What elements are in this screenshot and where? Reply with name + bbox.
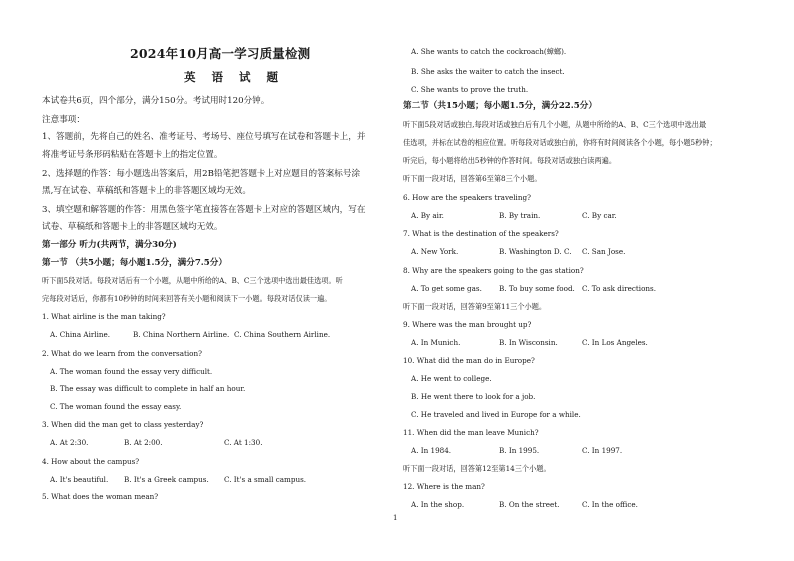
option-a: A. In 1984. (411, 446, 452, 455)
option-b: B. By train. (499, 211, 541, 220)
page-number: 1 (393, 514, 398, 522)
option-a: A. She wants to catch the cockroach(蟑螂). (411, 47, 567, 56)
option-c: C. She wants to prove the truth. (411, 85, 529, 94)
option-a: A. By air. (411, 211, 444, 220)
note-line: 将准考证号条形码粘贴在答题卡上的指定位置。 (42, 150, 223, 160)
question-stem: 6. How are the speakers traveling? (403, 193, 531, 202)
exam-title: 2024年10月高一学习质量检测 (130, 46, 311, 61)
option-c: C. It's a small campus. (224, 475, 307, 484)
option-a: A. New York. (411, 247, 459, 256)
listen-note: 听下面一段对话，回答第6至第8三个小题。 (403, 174, 542, 183)
option-a: A. In Munich. (411, 338, 461, 347)
note-line: 试卷、草稿纸和答题卡上的非答题区域均无效。 (42, 222, 223, 232)
option-a: A. China Airline. (50, 330, 111, 339)
option-a: A. At 2:30. (50, 438, 89, 447)
question-stem: 2. What do we learn from the conversation? (42, 349, 202, 358)
option-b: B. She asks the waiter to catch the insect. (411, 67, 565, 76)
option-b: B. To buy some food. (499, 284, 575, 293)
note-line: 1、答题前，先将自己的姓名、准考证号、考场号、座位号填写在试卷和答题卡上，并 (42, 132, 366, 142)
question-stem: 3. When did the man get to class yesterday? (42, 420, 204, 429)
question-stem: 5. What does the woman mean? (42, 492, 159, 501)
option-c: C. The woman found the essay easy. (50, 402, 182, 411)
option-c: C. By car. (582, 211, 617, 220)
option-b: B. It's a Greek campus. (124, 475, 209, 484)
option-b: B. Washington D. C. (499, 247, 572, 256)
note-line: 2、选择题的作答：每小题选出答案后，用2B铅笔把答题卡上对应题目的答案标号涂 (42, 169, 361, 179)
option-a: A. The woman found the essay very difficult. (50, 367, 213, 376)
option-b: B. He went there to look for a job. (411, 392, 536, 401)
section1-instruction: 听下面5段对话。每段对话后有一个小题，从题中所给的A、B、C三个选项中选出最佳选项。听 (42, 276, 343, 285)
exam-subtitle: 英 语 试 题 (184, 70, 285, 84)
question-stem: 9. Where was the man brought up? (403, 320, 532, 329)
part1-heading: 第一部分 听力(共两节，满分30分) (42, 240, 177, 250)
note-line: 黑,写在试卷、草稿纸和答题卡上的非答题区域均无效。 (42, 186, 251, 196)
exam-intro: 本试卷共6页，四个部分，满分150分。考试用时120分钟。 (42, 96, 270, 106)
note-line: 3、填空题和解答题的作答：用黑色签字笔直接答在答题卡上对应的答题区域内，写在 (42, 205, 366, 215)
option-c: C. In Los Angeles. (582, 338, 648, 347)
option-b: B. In Wisconsin. (499, 338, 558, 347)
option-b: B. China Northern Airline. (133, 330, 230, 339)
question-stem: 1. What airline is the man taking? (42, 312, 166, 321)
option-a: A. He went to college. (411, 374, 492, 383)
section2-instruction: 听完后，每小题将给出5秒钟的作答时间。每段对话或独白读两遍。 (403, 156, 617, 165)
option-a: A. To get some gas. (411, 284, 482, 293)
option-c: C. San Jose. (582, 247, 626, 256)
section1-instruction: 完每段对话后，你都有10秒钟的时间来回答有关小题和阅读下一小题。每段对话仅读一遍。 (42, 294, 332, 303)
section2-instruction: 佳选项，并标在试卷的相应位置。听每段对话或独白前，你将有时间阅读各个小题，每小题5秒钟； (403, 138, 717, 147)
option-c: C. He traveled and lived in Europe for a while. (411, 410, 581, 419)
option-c: C. In the office. (582, 500, 638, 509)
question-stem: 7. What is the destination of the speakers? (403, 229, 559, 238)
section2-heading: 第二节（共15小题；每小题1.5分，满分22.5分） (403, 101, 597, 111)
question-stem: 12. Where is the man? (403, 482, 485, 491)
section1-heading: 第一节 （共5小题；每小题1.5分，满分7.5分） (42, 258, 227, 268)
listen-note: 听下面一段对话，回答第12至第14三个小题。 (403, 464, 551, 473)
option-c: C. At 1:30. (224, 438, 263, 447)
question-stem: 10. What did the man do in Europe? (403, 356, 535, 365)
option-c: C. To ask directions. (582, 284, 657, 293)
question-stem: 4. How about the campus? (42, 457, 140, 466)
section2-instruction: 听下面5段对话或独白,每段对话或独白后有几个小题，从题中所给的A、B、C三个选项中选出最 (403, 120, 707, 129)
option-b: B. The essay was difficult to complete in half an hour. (50, 384, 246, 393)
listen-note: 听下面一段对话，回答第9至第11三个小题。 (403, 302, 547, 311)
option-a: A. In the shop. (411, 500, 465, 509)
option-b: B. On the street. (499, 500, 560, 509)
question-stem: 11. When did the man leave Munich? (403, 428, 539, 437)
option-b: B. In 1995. (499, 446, 540, 455)
option-c: C. In 1997. (582, 446, 623, 455)
question-stem: 8. Why are the speakers going to the gas station? (403, 266, 584, 275)
option-c: C. China Southern Airline. (234, 330, 331, 339)
option-a: A. It's beautiful. (50, 475, 109, 484)
option-b: B. At 2:00. (124, 438, 163, 447)
notes-title: 注意事项： (42, 115, 85, 125)
